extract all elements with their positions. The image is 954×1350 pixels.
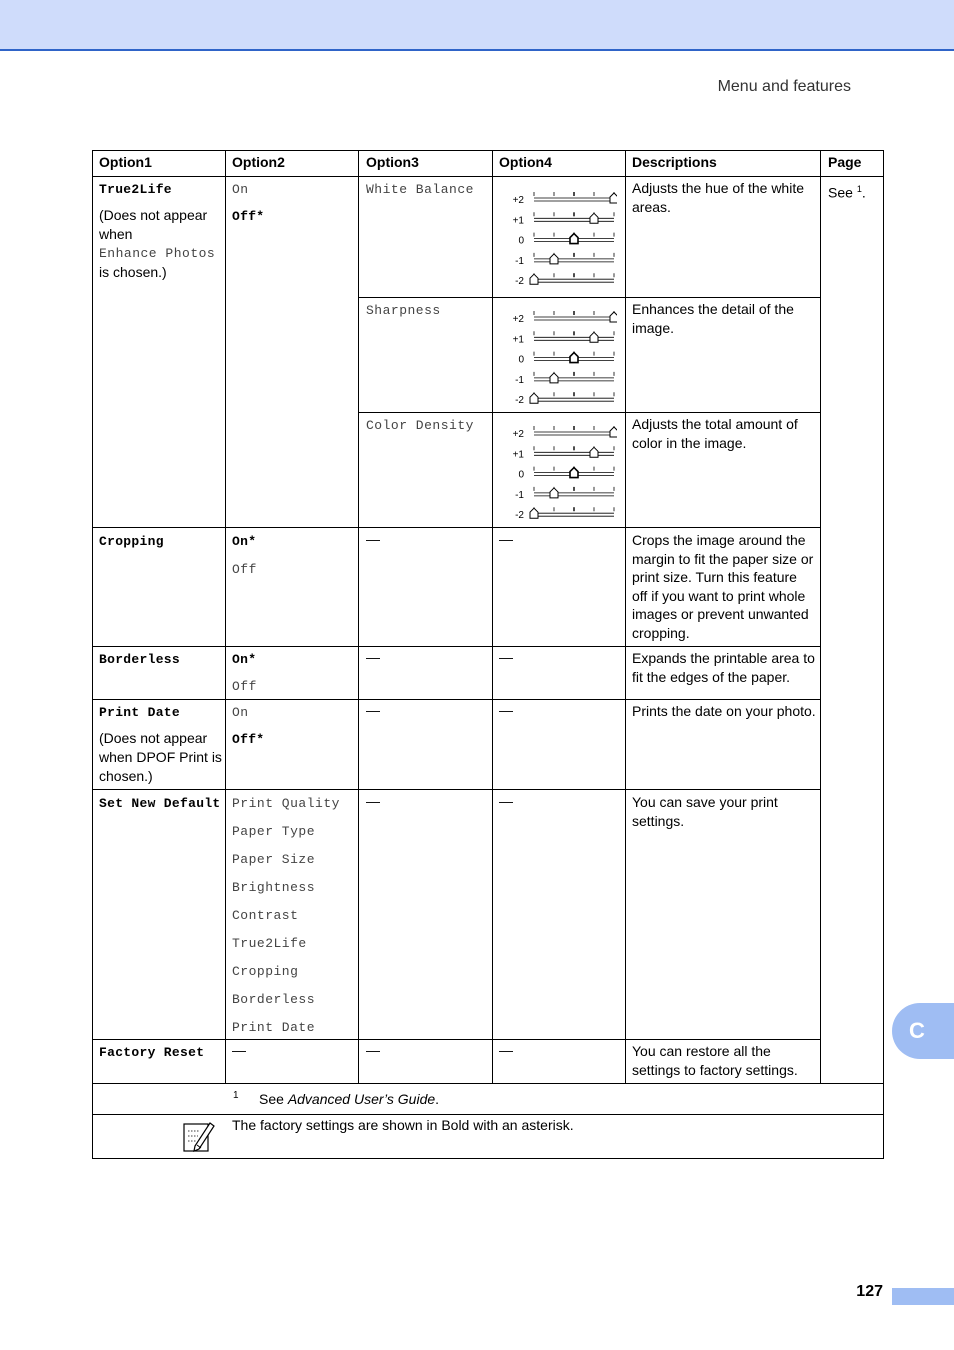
list-item: Print Date [232, 1020, 316, 1035]
page-header-title: Menu and features [717, 78, 851, 95]
col-header-descriptions: Descriptions [632, 154, 717, 170]
desc-cropping: Crops the image around the margin to fit the paper size or print size. Turn this feature off if you want to print whole images or prevent unwanted cropping. [632, 532, 814, 641]
borderless-off: Off [232, 679, 257, 694]
header-bar [0, 0, 954, 51]
true2life-on: On [232, 182, 249, 197]
option1-borderless: Borderless [99, 652, 181, 667]
footnote-number: 1 [233, 1090, 239, 1101]
slider-handle [610, 193, 617, 203]
slider-handle [550, 373, 558, 383]
option1-true2life: True2Life [99, 182, 172, 197]
slider-handle [550, 488, 558, 498]
print-date-off-default: Off* [232, 732, 265, 747]
list-item: Contrast [232, 908, 299, 923]
col-header-option4: Option4 [499, 154, 552, 170]
print-date-option4: — [499, 702, 513, 718]
level-label: -1 [515, 255, 524, 267]
page-number: 127 [856, 1283, 883, 1300]
note-text: The factory settings are shown in Bold with an asterisk. [232, 1117, 574, 1133]
desc-borderless: Expands the printable area to fit the edges of the paper. [632, 650, 815, 685]
set-new-default-list [232, 794, 340, 1046]
level-label: -2 [515, 510, 524, 522]
level-label: +2 [512, 195, 524, 206]
option1-factory-reset: Factory Reset [99, 1045, 205, 1060]
appendix-tab: C [892, 1003, 954, 1059]
option1-set-new-default: Set New Default [99, 796, 221, 811]
option3-white-balance: White Balance [366, 182, 474, 197]
slider-track [534, 372, 614, 381]
list-item: Paper Type [232, 824, 316, 839]
slider-handle [610, 427, 617, 437]
list-item: Print Quality [232, 796, 340, 811]
menu-table [92, 150, 884, 1159]
option3-sharpness: Sharpness [366, 303, 441, 318]
slider-handle [590, 447, 598, 457]
option1-print-date: Print Date [99, 705, 181, 720]
cropping-option3: — [366, 531, 380, 547]
level-label: -1 [515, 489, 524, 501]
desc-white-balance: Adjusts the hue of the white areas. [632, 180, 804, 215]
level-label: -2 [515, 276, 524, 288]
slider-track [534, 487, 614, 496]
slider-handle [570, 234, 578, 244]
col-header-option1: Option1 [99, 154, 152, 170]
col-header-option2: Option2 [232, 154, 285, 170]
print-date-option3: — [366, 702, 380, 718]
slider-sharpness [499, 305, 617, 411]
slider-track [534, 311, 614, 320]
slider-track [534, 192, 614, 201]
option1-cropping: Cropping [99, 534, 164, 549]
borderless-option3: — [366, 649, 380, 665]
slider-track [534, 253, 614, 262]
true2life-off-default: Off* [232, 209, 265, 224]
desc-color-density: Adjusts the total amount of color in the image. [632, 416, 798, 451]
print-date-on: On [232, 705, 249, 720]
slider-handle [550, 254, 558, 264]
factory-reset-option4: — [499, 1042, 513, 1058]
page-number-bar [892, 1288, 954, 1305]
slider-track [534, 212, 614, 221]
slider-handle [530, 274, 538, 284]
slider-track [534, 426, 614, 435]
set-new-default-option4: — [499, 793, 513, 809]
slider-handle [530, 393, 538, 403]
level-label: +1 [512, 334, 524, 346]
list-item: True2Life [232, 936, 307, 951]
slider-white-balance [499, 186, 617, 292]
slider-color-density [499, 420, 617, 526]
slider-handle [610, 312, 617, 322]
level-label: +1 [512, 449, 524, 461]
col-header-page: Page [828, 154, 862, 170]
pencil-note-icon [182, 1119, 216, 1153]
borderless-option4: — [499, 649, 513, 665]
list-item: Paper Size [232, 852, 316, 867]
col-header-option3: Option3 [366, 154, 419, 170]
slider-track [534, 273, 614, 282]
slider-track [534, 392, 614, 401]
desc-print-date: Prints the date on your photo. [632, 703, 816, 719]
slider-handle [530, 508, 538, 518]
print-date-note: (Does not appear when DPOF Print is chosen.) [99, 730, 222, 784]
list-item: Brightness [232, 880, 316, 895]
factory-reset-option3: — [366, 1042, 380, 1058]
desc-set-new-default: You can save your print settings. [632, 794, 778, 829]
slider-track [534, 446, 614, 455]
slider-handle [590, 332, 598, 342]
slider-handle [570, 353, 578, 363]
cropping-option4: — [499, 531, 513, 547]
level-label: +2 [512, 314, 524, 325]
true2life-note: (Does not appear when Enhance Photos is chosen.) [99, 207, 216, 280]
set-new-default-option3: — [366, 793, 380, 809]
level-label: -1 [515, 374, 524, 386]
slider-track [534, 331, 614, 340]
level-label: 0 [518, 235, 524, 247]
level-label: +2 [512, 429, 524, 440]
slider-handle [570, 468, 578, 478]
borderless-on-default: On* [232, 652, 257, 667]
desc-factory-reset: You can restore all the settings to factory settings. [632, 1043, 798, 1078]
level-label: 0 [518, 354, 524, 366]
footnote-text: See Advanced User’s Guide. [259, 1091, 440, 1107]
slider-handle [590, 213, 598, 223]
list-item: Borderless [232, 992, 316, 1007]
option3-color-density: Color Density [366, 418, 474, 433]
level-label: +1 [512, 215, 524, 227]
factory-reset-option2: — [232, 1042, 246, 1058]
level-label: 0 [518, 469, 524, 481]
list-item: Cropping [232, 964, 299, 979]
cropping-off: Off [232, 562, 257, 577]
cropping-on-default: On* [232, 534, 257, 549]
slider-track [534, 507, 614, 516]
desc-sharpness: Enhances the detail of the image. [632, 301, 794, 336]
page-ref: See $^1$. [828, 184, 866, 201]
level-label: -2 [515, 395, 524, 407]
